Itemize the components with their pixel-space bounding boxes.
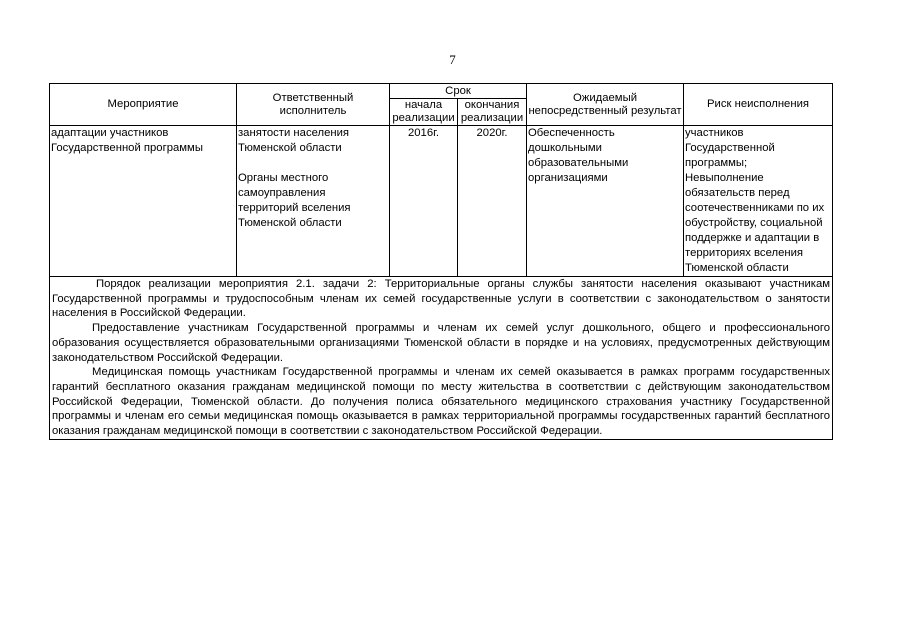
- executor-part-2: Органы местного самоуправления территорий вселения Тюменской области: [238, 172, 351, 229]
- header-executor: Ответственный исполнитель: [237, 84, 390, 126]
- cell-executor: [237, 126, 390, 277]
- header-term-end: окончания реализации: [458, 99, 527, 126]
- cell-risk: [684, 126, 833, 277]
- header-event: Мероприятие: [50, 84, 237, 126]
- header-risk: Риск неисполнения: [684, 84, 833, 126]
- procedure-paragraph-3: Медицинская помощь участникам Государственной программы и членам их семей оказывается в рамках программ государственных гарантий бесплатного оказания гражданам медицинской помощи по месту жительства в соответствии с действующим законодательством Российской Федерации, Тюменской области. До получения полиса обязательного медицинского страхования участнику Государственной программы и членам его семьи медицинская помощь оказывается в рамках территориальной программы государственных гарантий бесплатного оказания гражданам медицинской помощи в соответствии с законодательством Российской Федерации.: [52, 366, 831, 438]
- cell-event: адаптации участников Государственной программы: [50, 126, 237, 277]
- risk-part-2: Невыполнение обязательств перед соотечественниками по их обустройству, социальной поддержке и адаптации в территориях вселения Тюменской области: [685, 172, 825, 274]
- measures-table: [49, 83, 833, 440]
- cell-expected-result: Обеспеченность дошкольными образовательными организациями: [527, 126, 684, 277]
- executor-part-1: занятости населения Тюменской области: [238, 127, 350, 154]
- risk-part-1: участников Государственной программы;: [685, 127, 775, 169]
- implementation-procedure: [50, 277, 833, 440]
- procedure-paragraph-2: Предоставление участникам Государственной программы и членам их семей услуг дошкольного, общего и профессионального образования осуществляется образовательными организациями Тюменской области в порядке и на условиях, предусмотренных действующим законодательством Российской Федерации.: [52, 322, 831, 364]
- procedure-paragraph-1: Порядок реализации мероприятия 2.1. задачи 2: Территориальные органы службы занятости населения оказывают участникам Государственной программы и трудоспособным членам их семей государственные услуги в соответствии с законодательством о занятости населения в Российской Федерации.: [52, 278, 831, 320]
- header-term: Срок: [390, 84, 527, 99]
- page-number: 7: [449, 52, 456, 67]
- table-row: [50, 126, 833, 277]
- cell-end-year: 2020г.: [458, 126, 527, 277]
- header-term-start: начала реализации: [390, 99, 458, 126]
- header-expected-result: Ожидаемый непосредственный результат: [527, 84, 684, 126]
- cell-start-year: 2016г.: [390, 126, 458, 277]
